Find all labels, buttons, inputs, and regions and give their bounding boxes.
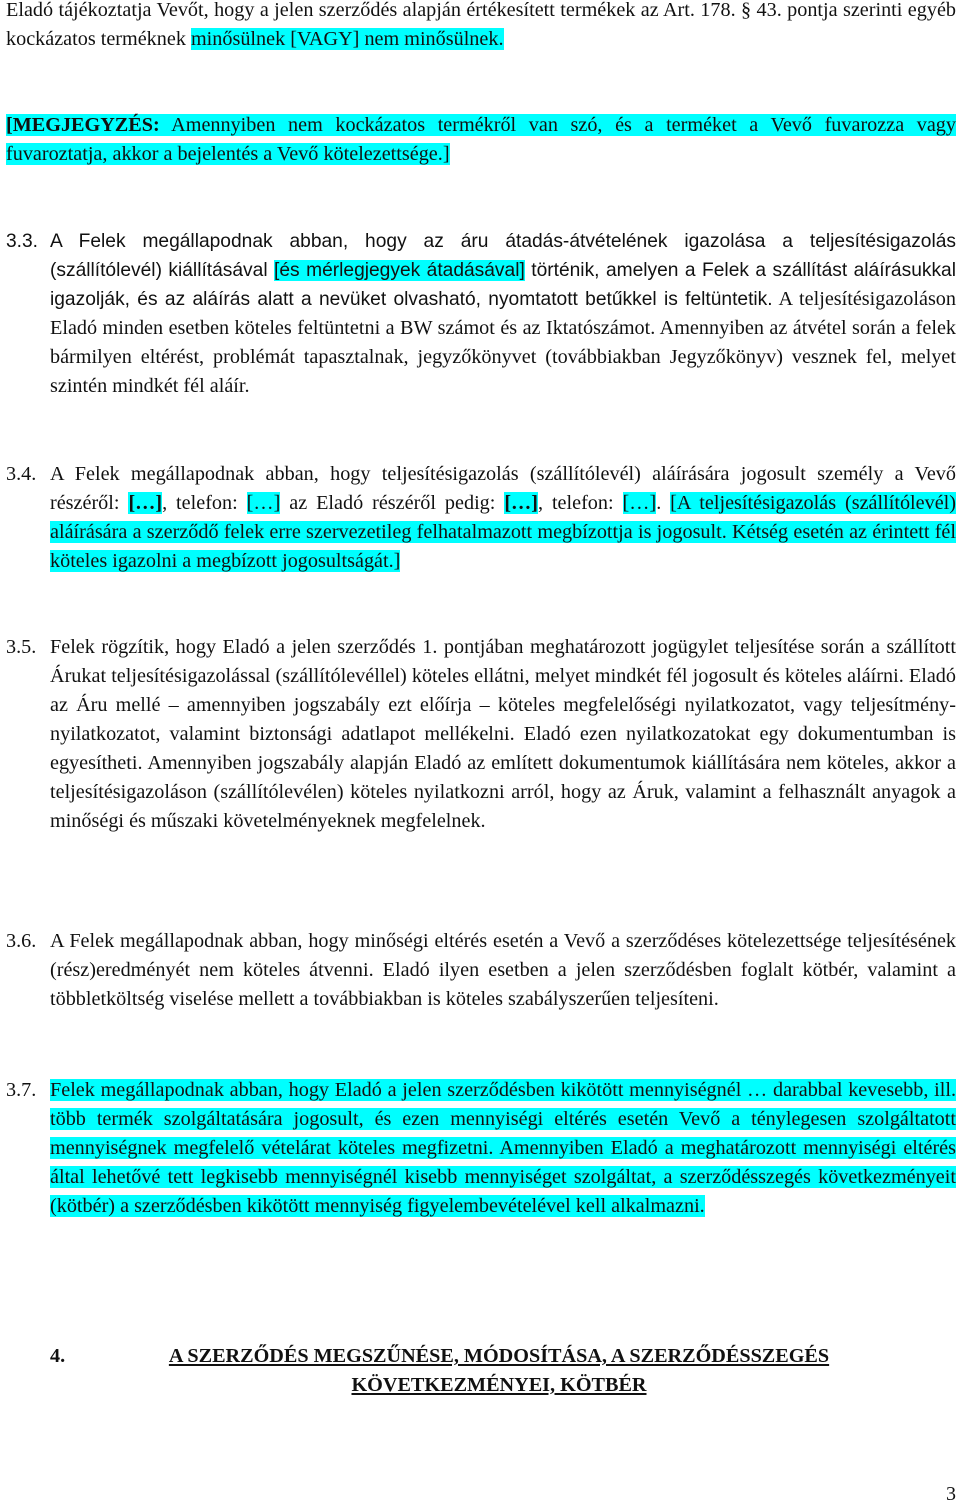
section-text: A Felek megállapodnak abban, hogy teljesítésigazolás (szállítólevél) aláírására jogosult személy a Vevő részéről: [50,463,956,514]
note-paragraph [6,111,956,169]
section-highlight: [és mérlegjegyek átadásával] [274,260,525,281]
section-text: A Felek megállapodnak abban, hogy minőségi eltérés esetén a Vevő a szerződéses kötelezettsége teljesítésének (rész)eredményét nem köteles átvenni. Eladó ilyen esetben a jelen szerződésben foglalt kötbér, valamint a többletköltség viselése mellett a továbbiakban is köteles szabályszerűen teljesíteni. [50,930,956,1010]
section-number: 3.3. [6,231,39,252]
chapter-heading [50,1342,930,1400]
section-text: az Eladó részéről pedig: [280,492,505,514]
section-text: . [656,492,671,514]
note-prefix: [MEGJEGYZÉS: [6,114,160,136]
section-number: 3.4. [6,463,37,485]
section-text: Felek rögzítik, hogy Eladó a jelen szerződés 1. pontjában meghatározott jogügylet teljesítése során a szállított Árukat teljesítésigazolással (szállítólevéllel) köteles ellátni, melyet mindkét fél jogosult és köteles aláírni. Eladó az Áru mellé – amennyiben jogszabály ezt előírja – köteles megfelelőségi nyilatkozatot, vagy teljesítmény-nyilatkozatot, valamint biztonsági adatlapot mellékelni. Eladó ezen nyilatkozatokat egy dokumentumban is egyesítheti. Amennyiben jogszabály alapján Eladó az említett dokumentumok kiállítására nem köteles, akkor a teljesítésigazoláson (szállítólevélen) köteles nyilatkozni arról, hogy az Áruk, valamint a felhasznált anyagok a minőségi és műszaki követelményeknek megfelelnek. [50,636,956,832]
section-text: , telefon: [162,492,247,514]
section-text: , telefon: [537,492,623,514]
placeholder-bold: […] [128,492,163,514]
placeholder: […] [622,492,657,514]
section-3-5 [6,633,956,836]
section-number: 3.6. [6,930,37,952]
section-text: A Felek megállapodnak abban, hogy az áru átadás-átvételének igazolása a teljesítésigazolás (szállítólevél) kiállításával [50,231,956,281]
section-3-7 [6,1076,956,1221]
section-highlight: [A teljesítésigazolás (szállítólevél) aláírására a szerződő felek erre szervezetileg felhatalmazott megbízottja is jogosult. Kétség esetén az érintett fél köteles igazolni a megbízott jogosultságát.] [50,492,956,572]
section-text: történik, amelyen a Felek a szállítást aláírásukkal igazolják, és az aláírás alatt a nevüket olvasható, nyomtatott betűkkel is feltüntetik. [50,260,956,310]
section-3-3 [6,227,956,401]
chapter-title: A SZERZŐDÉS MEGSZŰNÉSE, MÓDOSÍTÁSA, A SZERZŐDÉSSZEGÉS KÖVETKEZMÉNYEI, KÖTBÉR [168,1345,830,1396]
note-text: Amennyiben nem kockázatos termékről van szó, és a terméket a Vevő fuvarozza vagy fuvaroztatja, akkor a bejelentés a Vevő kötelezettsége.] [6,114,956,165]
placeholder: […] [246,492,281,514]
section-number: 3.5. [6,636,37,658]
intro-paragraph [6,0,956,54]
section-number: 3.7. [6,1079,37,1101]
section-text: A teljesítésigazoláson Eladó minden esetben köteles feltüntetni a BW számot és az Iktatószámot. Amennyiben az átvétel során a felek bármilyen eltérést, problémát tapasztalnak, jegyzőkönyvet (továbbiakban Jegyzőkönyv) vesznek fel, melyet szintén mindkét fél aláír. [50,288,956,397]
intro-highlight: minősülnek [VAGY] nem minősülnek. [190,28,504,50]
chapter-number: 4. [50,1345,66,1367]
intro-text: Eladó tájékoztatja Vevőt, hogy a jelen szerződés alapján értékesített termékek az Art. 178. § 43. pontja szerinti egyéb kockázatos terméknek [6,0,956,50]
placeholder-bold: […] [504,492,538,514]
page-number: 3 [946,1483,956,1505]
section-highlight: Felek megállapodnak abban, hogy Eladó a jelen szerződésben kikötött mennyiségnél … darabbal kevesebb, ill. több termék szolgáltatására jogosult, és ezen mennyiségi eltérés esetén Vevő a ténylegesen szolgáltatott mennyiségnek megfelelő vételárat köteles megfizetni. Amennyiben Eladó a meghatározott mennyiségi eltérés által lehetővé tett legkisebb mennyiségnél kisebb mennyiséget szolgáltat, a szerződésszegés következményeit (kötbér) a szerződésben kikötött mennyiség figyelembevételével kell alkalmazni. [50,1079,956,1217]
section-3-4 [6,460,956,576]
section-3-6 [6,927,956,1014]
